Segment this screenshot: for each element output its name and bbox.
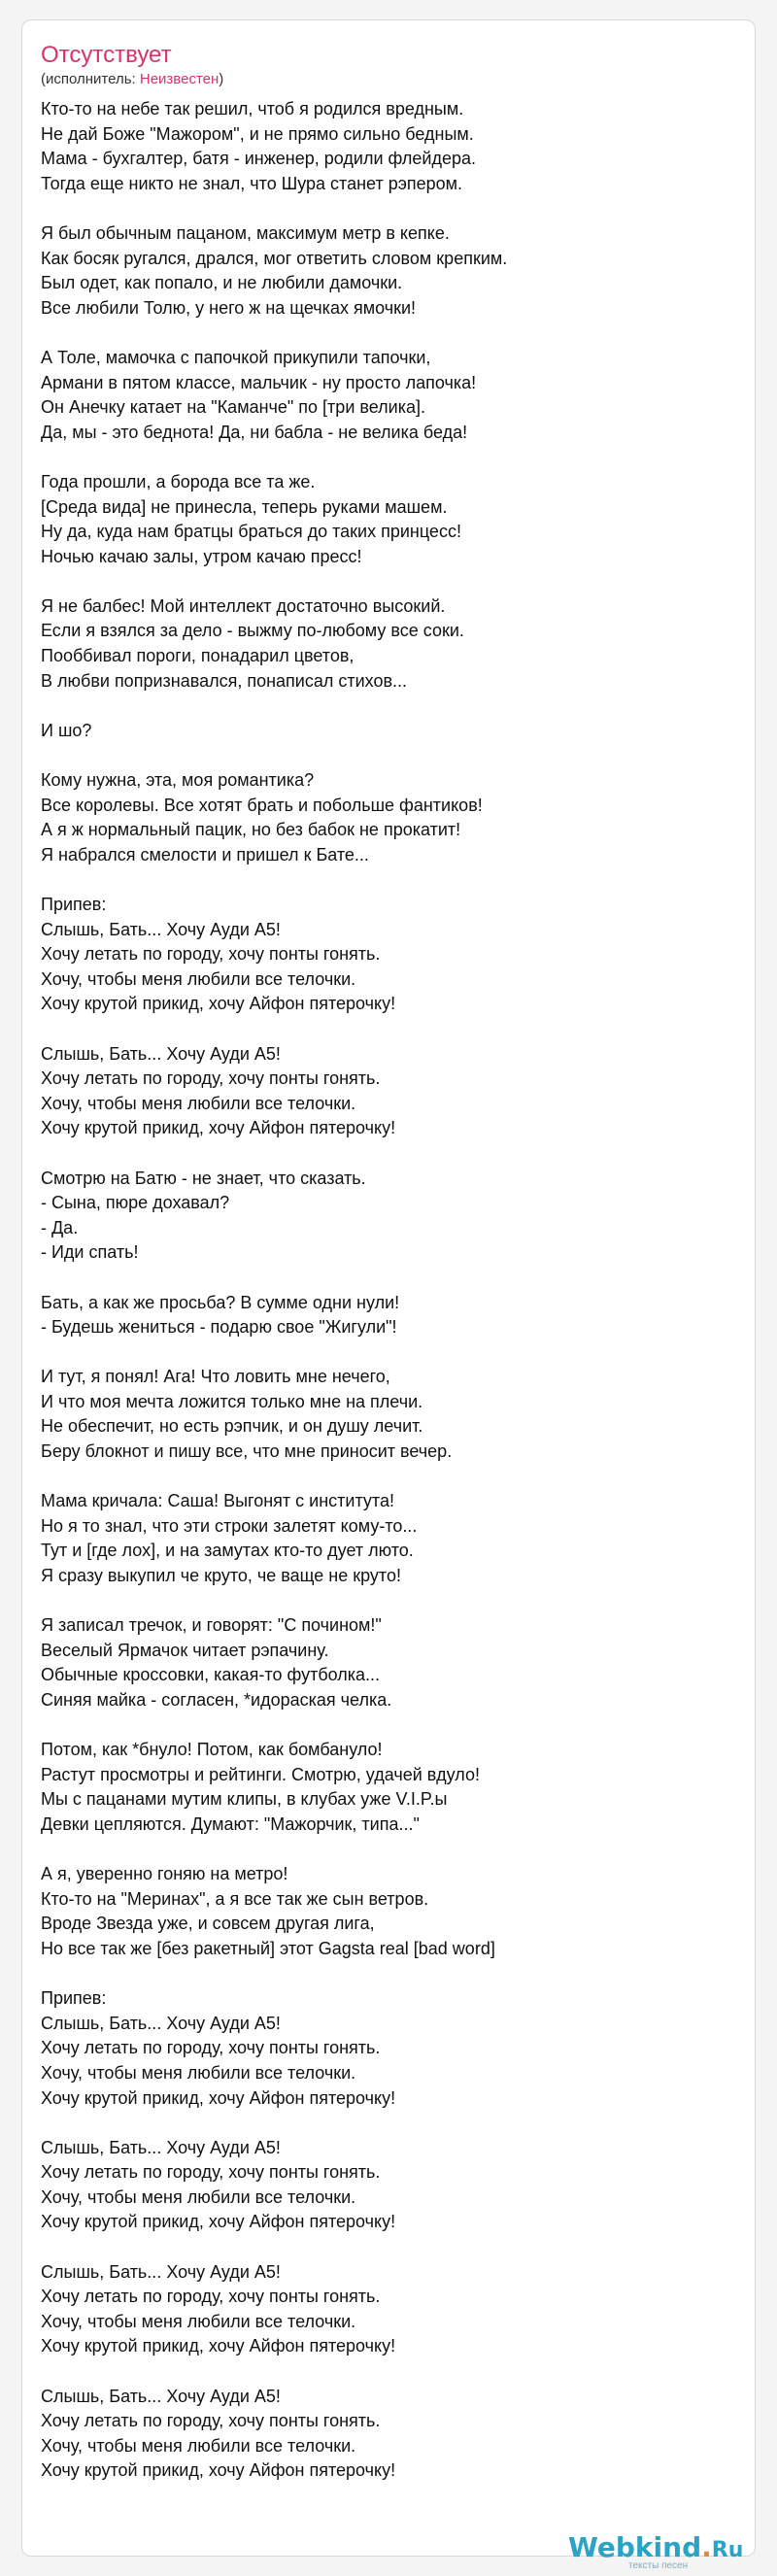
- lyrics-line: Пооббивал пороги, понадарил цветов,: [41, 646, 355, 666]
- lyrics-line: Хочу, чтобы меня любили все телочки.: [41, 968, 356, 989]
- lyrics-line: Беру блокнот и пишу все, что мне приносит вечер.: [41, 1441, 453, 1462]
- lyrics-blank-line: [41, 694, 740, 719]
- logo-tagline: тексты песен: [628, 2560, 689, 2571]
- lyrics-line: Хочу, чтобы меня любили все телочки.: [41, 2311, 356, 2331]
- lyrics-line: Кто-то на "Меринах", а я все так же сын ветров.: [41, 1888, 429, 1909]
- lyrics-line: Тогда еще никто не знал, что Шура станет рэпером.: [41, 173, 463, 193]
- lyrics-line: Все любили Толю, у него ж на щечках ямочки!: [41, 297, 417, 318]
- logo-wordmark: Webkind.Ru: [568, 2531, 744, 2563]
- lyrics-line: Девки цепляются. Думают: "Мажорчик, типа...": [41, 1813, 420, 1834]
- lyrics-line: Года прошли, а борода все та же.: [41, 471, 316, 491]
- lyrics-line: Припев:: [41, 1988, 107, 2009]
- lyrics-line: - Сына, пюре дохавал?: [41, 1193, 230, 1213]
- lyrics-line: Армани в пятом классе, мальчик - ну просто лапочка!: [41, 372, 477, 392]
- lyrics-line: Ну да, куда нам братцы браться до таких принцесс!: [41, 522, 461, 542]
- lyrics-line: Бать, а как же просьба? В сумме одни нули!: [41, 1292, 400, 1312]
- lyrics-line: - Иди спать!: [41, 1242, 139, 1263]
- lyrics-line: Хочу крутой прикид, хочу Айфон пятерочку!: [41, 2460, 396, 2481]
- lyrics-line: В любви попризнавался, понаписал стихов...: [41, 670, 408, 691]
- song-title: Отсутствует: [41, 42, 172, 68]
- lyrics-blank-line: [41, 1962, 740, 1987]
- lyrics-line: Растут просмотры и рейтинги. Смотрю, удачей вдуло!: [41, 1764, 480, 1784]
- lyrics-line: Я записал тречок, и говорят: "С почином!": [41, 1615, 382, 1636]
- lyrics-line: Кому нужна, эта, моя романтика?: [41, 770, 315, 791]
- lyrics-line: Смотрю на Батю - не знает, что сказать.: [41, 1168, 366, 1188]
- lyrics-blank-line: [41, 1838, 740, 1863]
- lyrics-line: И что моя мечта ложится только мне на плечи.: [41, 1391, 423, 1411]
- lyrics-line: Хочу крутой прикид, хочу Айфон пятерочку!: [41, 994, 396, 1014]
- lyrics-line: Припев:: [41, 895, 107, 914]
- lyrics-line: Хочу, чтобы меня любили все телочки.: [41, 2435, 356, 2456]
- lyrics-line: Обычные кроссовки, какая-то футболка...: [41, 1665, 381, 1685]
- lyrics-text: [41, 97, 740, 2484]
- lyrics-line: Хочу летать по городу, хочу понты гонять.: [41, 2287, 381, 2307]
- lyrics-blank-line: [41, 1713, 740, 1739]
- byline-suffix: ): [219, 71, 224, 87]
- artist-byline: [41, 70, 223, 89]
- lyrics-line: Не обеспечит, но есть рэпчик, и он душу лечит.: [41, 1416, 423, 1437]
- lyrics-line: Хочу летать по городу, хочу понты гонять.: [41, 2038, 381, 2058]
- lyrics-line: Но я то знал, что эти строки залетят кому-то...: [41, 1515, 418, 1536]
- webkind-logo[interactable]: [568, 2533, 748, 2572]
- lyrics-line: Хочу летать по городу, хочу понты гонять.: [41, 944, 381, 965]
- lyrics-blank-line: [41, 2359, 740, 2385]
- lyrics-blank-line: [41, 569, 740, 594]
- lyrics-line: Хочу летать по городу, хочу понты гонять.: [41, 2162, 381, 2183]
- byline-prefix: (исполнитель:: [41, 71, 140, 87]
- lyrics-blank-line: [41, 867, 740, 893]
- lyrics-line: Мы с пацанами мутим клипы, в клубах уже V.I.P.ы: [41, 1789, 448, 1810]
- lyrics-line: Хочу крутой прикид, хочу Айфон пятерочку!: [41, 2336, 396, 2356]
- lyrics-line: Хочу летать по городу, хочу понты гонять.: [41, 1068, 381, 1089]
- lyrics-line: Хочу крутой прикид, хочу Айфон пятерочку!: [41, 2212, 396, 2232]
- lyrics-line: А я ж нормальный пацик, но без бабок не прокатит!: [41, 820, 461, 840]
- lyrics-line: Мама - бухгалтер, батя - инженер, родили флейдера.: [41, 149, 477, 169]
- lyrics-line: Хочу летать по городу, хочу понты гонять.: [41, 2411, 381, 2431]
- lyrics-line: Хочу крутой прикид, хочу Айфон пятерочку!: [41, 1118, 396, 1138]
- lyrics-line: Все королевы. Все хотят брать и побольше фантиков!: [41, 795, 483, 815]
- lyrics-line: Был одет, как попало, и не любили дамочки.: [41, 273, 403, 293]
- lyrics-line: Слышь, Бать... Хочу Ауди А5!: [41, 919, 281, 939]
- lyrics-line: Кто-то на небе так решил, чтоб я родился вредным.: [41, 99, 464, 119]
- lyrics-blank-line: [41, 1589, 740, 1614]
- lyrics-line: Хочу крутой прикид, хочу Айфон пятерочку!: [41, 2087, 396, 2108]
- lyrics-line: Слышь, Бать... Хочу Ауди А5!: [41, 1043, 281, 1064]
- lyrics-blank-line: [41, 743, 740, 768]
- artist-link[interactable]: Неизвестен: [139, 71, 220, 87]
- lyrics-line: Хочу, чтобы меня любили все телочки.: [41, 2186, 356, 2207]
- lyrics-line: Тут и [где лох], и на замутах кто-то дует люто.: [41, 1541, 414, 1561]
- lyrics-line: Он Анечку катает на "Каманче" по [три велика].: [41, 397, 425, 418]
- lyrics-blank-line: [41, 1141, 740, 1167]
- lyrics-line: А я, уверенно гоняю на метро!: [41, 1864, 288, 1884]
- lyrics-blank-line: [41, 2111, 740, 2136]
- lyrics-line: Веселый Ярмачок читает рэпачину.: [41, 1640, 329, 1660]
- lyrics-line: Потом, как *бнуло! Потом, как бомбануло!: [41, 1740, 383, 1760]
- lyrics-blank-line: [41, 2235, 740, 2260]
- lyrics-line: Но все так же [без ракетный] этот Gagsta real [bad word]: [41, 1938, 495, 1958]
- lyrics-blank-line: [41, 1340, 740, 1366]
- lyrics-line: Хочу, чтобы меня любили все телочки.: [41, 2062, 356, 2083]
- lyrics-line: Вроде Звезда уже, и совсем другая лига,: [41, 1914, 375, 1934]
- lyrics-line: Слышь, Бать... Хочу Ауди А5!: [41, 2261, 281, 2282]
- lyrics-line: - Будешь жениться - подарю свое "Жигули"!: [41, 1317, 397, 1338]
- lyrics-line: Слышь, Бать... Хочу Ауди А5!: [41, 2386, 281, 2406]
- lyrics-blank-line: [41, 1465, 740, 1490]
- lyrics-line: - Да.: [41, 1217, 79, 1237]
- lyrics-line: Слышь, Бать... Хочу Ауди А5!: [41, 2013, 281, 2033]
- lyrics-blank-line: [41, 196, 740, 221]
- lyrics-line: Я набрался смелости и пришел к Бате...: [41, 844, 369, 864]
- lyrics-blank-line: [41, 321, 740, 346]
- lyrics-line: [Среда вида] не принесла, теперь руками машем.: [41, 496, 448, 517]
- lyrics-line: Да, мы - это беднота! Да, ни бабла - не велика беда!: [41, 422, 468, 442]
- lyrics-line: Если я взялся за дело - выжму по-любому все соки.: [41, 621, 464, 641]
- lyrics-line: Хочу, чтобы меня любили все телочки.: [41, 1093, 356, 1113]
- lyrics-blank-line: [41, 1017, 740, 1042]
- lyrics-line: И тут, я понял! Ага! Что ловить мне нечего,: [41, 1367, 390, 1387]
- lyrics-line: Я не балбес! Мой интеллект достаточно высокий.: [41, 595, 446, 616]
- lyrics-line: Как босяк ругался, дрался, мог ответить словом крепким.: [41, 248, 508, 268]
- lyrics-blank-line: [41, 1266, 740, 1291]
- lyrics-line: И шо?: [41, 720, 92, 740]
- lyrics-line: Слышь, Бать... Хочу Ауди А5!: [41, 2137, 281, 2157]
- lyrics-blank-line: [41, 445, 740, 470]
- lyrics-line: Ночью качаю залы, утром качаю пресс!: [41, 546, 362, 566]
- lyrics-line: Я сразу выкупил че круто, че ваще не круто!: [41, 1566, 401, 1586]
- lyrics-line: Я был обычным пацаном, максимум метр в кепке.: [41, 222, 450, 243]
- lyrics-line: Не дай Боже "Мажором", и не прямо сильно бедным.: [41, 123, 474, 144]
- lyrics-line: Синяя майка - согласен, *идораская челка.: [41, 1690, 392, 1710]
- lyrics-line: А Толе, мамочка с папочкой прикупили тапочки,: [41, 347, 431, 367]
- lyrics-line: Мама кричала: Саша! Выгонят с института!: [41, 1491, 394, 1511]
